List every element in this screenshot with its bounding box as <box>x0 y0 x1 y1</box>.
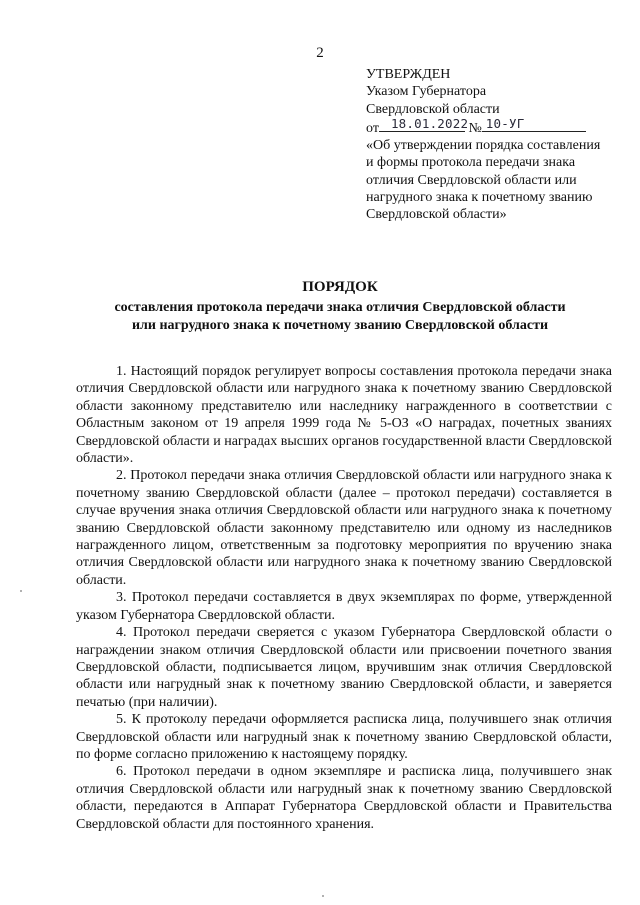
number-prefix: № <box>468 120 482 136</box>
paragraph-3: 3. Протокол передачи составляется в двух экземплярах по форме, утвержденной указом Губернатора Свердловской области. <box>76 590 612 623</box>
decree-title: «Об утверждении порядка составления и формы протокола передачи знака отличия Свердловской области или нагрудного знака к почетному званию Свердловской области» <box>366 138 601 223</box>
approval-stamp <box>366 66 602 224</box>
number-field <box>482 115 586 132</box>
page-number: 2 <box>316 45 324 61</box>
date-prefix: от <box>366 120 379 136</box>
scan-speck <box>322 895 324 897</box>
approval-region: Свердловской области <box>366 101 500 117</box>
paragraph-2: 2. Протокол передачи знака отличия Свердловской области или нагрудного знака к почетному званию Свердловской области (далее – протокол передачи) составляется в случае вручения знака отличия Свердловской области или нагрудного знака к почетному званию Свердловской области законному представителю или одному из наследников награжденного лицом, ответственным за подготовку мероприятия по вручению знака отличия Свердловской области или нагрудного знака к почетному званию Свердловской области. <box>76 468 612 588</box>
paragraph-1: 1. Настоящий порядок регулирует вопросы составления протокола передачи знака отличия Свердловской области или нагрудного знака к почетному званию Свердловской области законному представителю или наследнику награжденного в соответствии с Областным законом от 19 апреля 1999 года № 5-ОЗ «О наградах, почетных званиях Свердловской области и наградах высших органов государственной власти Свердловской области». <box>76 364 612 467</box>
approval-date-line <box>366 115 602 137</box>
document-body <box>76 363 612 833</box>
document-subtitle-line2: или нагрудного знака к почетному званию Свердловской области <box>131 317 549 333</box>
paragraph-5: 5. К протоколу передачи оформляется расписка лица, получившего знак отличия Свердловской области или нагрудный знак к почетному званию Свердловской области, по форме согласно приложению к настоящему порядку. <box>76 712 612 762</box>
document-title-block <box>40 278 640 334</box>
approval-status: УТВЕРЖДЕН <box>366 67 451 82</box>
approval-issuer: Указом Губернатора <box>366 84 487 100</box>
scan-speck <box>20 590 22 592</box>
document-subtitle-line1: составления протокола передачи знака отличия Свердловской области <box>114 300 566 315</box>
number-value: 10-УГ <box>485 115 525 131</box>
date-field <box>379 115 469 132</box>
paragraph-6: 6. Протокол передачи в одном экземпляре и расписка лица, получившего знак отличия Свердловской области или нагрудный знак к почетному званию Свердловской области, передаются в Аппарат Губернатора Свердловской области и Правительства Свердловской области для постоянного хранения. <box>76 764 612 832</box>
paragraph-4: 4. Протокол передачи сверяется с указом Губернатора Свердловской области о награждении знаком отличия Свердловской области или присвоении почетного звания Свердловской области, подписывается лицом, вручившим знак отличия Свердловской области или нагрудный знак к почетному званию Свердловской области, и заверяется печатью (при наличии). <box>76 625 612 710</box>
date-value: 18.01.2022 <box>390 115 469 131</box>
document-heading: ПОРЯДОК <box>302 279 378 295</box>
